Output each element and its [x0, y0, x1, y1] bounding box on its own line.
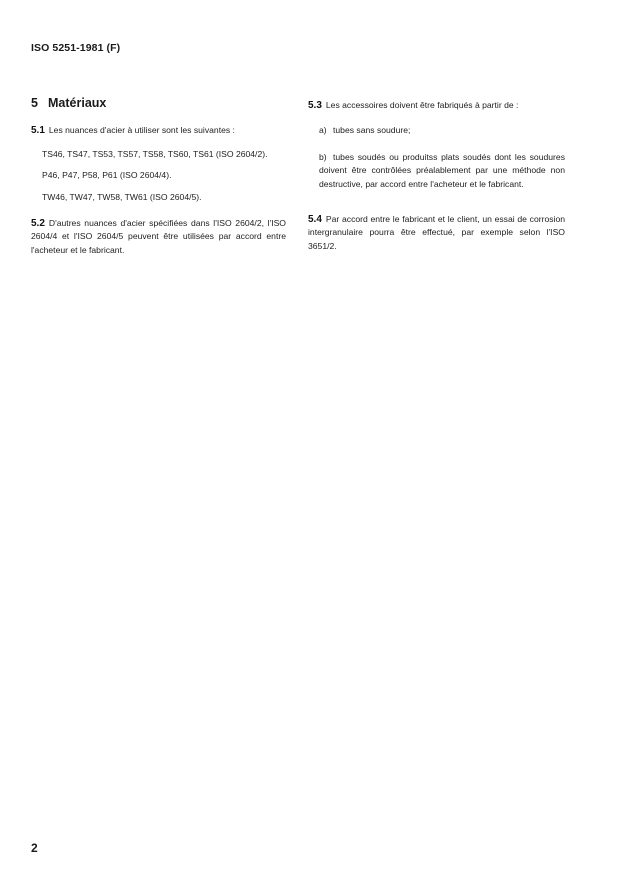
clause-text: Les nuances d'acier à utiliser sont les suivantes :	[48, 125, 235, 135]
section-number: 5	[31, 96, 38, 110]
grade-list-item: P46, P47, P58, P61 (ISO 2604/4).	[42, 170, 172, 180]
grade-list-item: TW46, TW47, TW58, TW61 (ISO 2604/5).	[42, 192, 202, 202]
paragraph-5-1	[31, 124, 286, 137]
list-item-text: tubes sans soudure;	[333, 125, 411, 135]
section-title	[31, 96, 106, 110]
list-item-text: tubes soudés ou produitss plats soudés dont les soudures doivent être contrôlées préalablement par une méthode non destructive, par accord entre l'acheteur et le fabricant.	[319, 152, 565, 189]
section-title-text: Matériaux	[48, 96, 107, 110]
list-item-b	[308, 151, 565, 191]
list-item-a	[308, 124, 576, 137]
page-number: 2	[31, 841, 38, 855]
clause-number: 5.1	[31, 125, 45, 136]
paragraph-5-3	[308, 99, 565, 112]
clause-number: 5.4	[308, 214, 322, 225]
clause-text: Par accord entre le fabricant et le client, un essai de corrosion intergranulaire pourra être effectué, par exemple selon l'ISO 3651/2.	[308, 214, 565, 251]
grade-list-item: TS46, TS47, TS53, TS57, TS58, TS60, TS61 (ISO 2604/2).	[42, 149, 268, 159]
document-header: ISO 5251-1981 (F)	[31, 42, 121, 54]
clause-text: D'autres nuances d'acier spécifiées dans l'ISO 2604/2, l'ISO 2604/4 et l'ISO 2604/5 peuvent être utilisées par accord entre l'acheteur et le fabricant.	[31, 218, 286, 255]
paragraph-5-4	[308, 213, 565, 253]
clause-text: Les accessoires doivent être fabriqués à partir de :	[325, 100, 519, 110]
paragraph-5-2	[31, 217, 286, 257]
list-item-label: a)	[319, 125, 327, 135]
clause-number: 5.2	[31, 218, 45, 229]
clause-number: 5.3	[308, 100, 322, 111]
list-item-label: b)	[319, 152, 327, 162]
